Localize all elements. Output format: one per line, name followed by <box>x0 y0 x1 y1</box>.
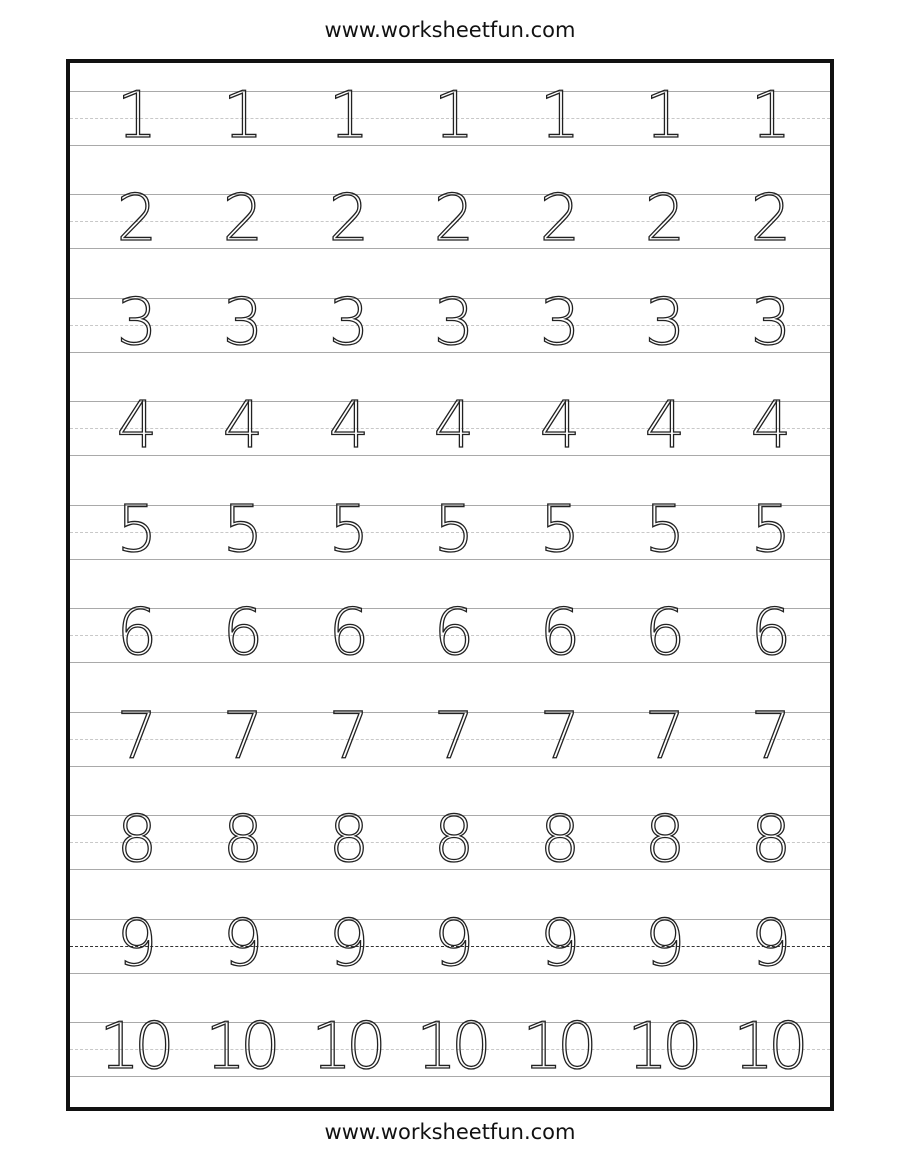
trace-digit: 7 <box>222 700 258 774</box>
trace-digit: 6 <box>433 596 469 670</box>
trace-digit: 3 <box>750 286 786 360</box>
tracing-row <box>70 389 830 463</box>
site-url-footer: www.worksheetfun.com <box>324 1120 576 1144</box>
tracing-row <box>70 596 830 670</box>
trace-digit: 1 <box>328 79 364 153</box>
tracing-row <box>70 907 830 981</box>
trace-digit: 1 <box>433 79 469 153</box>
trace-digit: 4 <box>328 389 364 463</box>
trace-digit: 6 <box>750 596 786 670</box>
trace-digit: 8 <box>328 803 364 877</box>
site-url-header: www.worksheetfun.com <box>324 18 576 42</box>
trace-digit: 2 <box>116 182 152 256</box>
trace-digit: 1 <box>222 79 258 153</box>
trace-digit: 2 <box>644 182 680 256</box>
trace-digit: 9 <box>222 907 258 981</box>
trace-digit: 4 <box>222 389 258 463</box>
trace-digit: 3 <box>433 286 469 360</box>
trace-digit: 8 <box>433 803 469 877</box>
trace-digit: 10 <box>99 1010 169 1084</box>
trace-digit: 8 <box>644 803 680 877</box>
trace-digit: 1 <box>750 79 786 153</box>
trace-digit: 1 <box>539 79 575 153</box>
trace-digit: 6 <box>644 596 680 670</box>
trace-digit: 3 <box>328 286 364 360</box>
trace-digit: 2 <box>539 182 575 256</box>
trace-digit: 9 <box>750 907 786 981</box>
trace-digit: 8 <box>222 803 258 877</box>
trace-digit: 7 <box>750 700 786 774</box>
trace-digit: 3 <box>222 286 258 360</box>
trace-digit: 5 <box>750 493 786 567</box>
trace-digit: 4 <box>644 389 680 463</box>
trace-digit: 6 <box>116 596 152 670</box>
trace-digit: 7 <box>644 700 680 774</box>
trace-digit: 6 <box>222 596 258 670</box>
trace-digit: 6 <box>328 596 364 670</box>
trace-digit: 6 <box>539 596 575 670</box>
trace-digit: 1 <box>116 79 152 153</box>
trace-digit: 2 <box>328 182 364 256</box>
trace-digit: 4 <box>750 389 786 463</box>
trace-digit: 10 <box>522 1010 592 1084</box>
tracing-row <box>70 286 830 360</box>
trace-digit: 3 <box>539 286 575 360</box>
trace-digit: 5 <box>644 493 680 567</box>
trace-digit: 5 <box>433 493 469 567</box>
trace-digit: 10 <box>627 1010 697 1084</box>
trace-digit: 10 <box>733 1010 803 1084</box>
trace-digit: 8 <box>539 803 575 877</box>
trace-digit: 1 <box>644 79 680 153</box>
trace-digit: 2 <box>222 182 258 256</box>
trace-digit: 9 <box>433 907 469 981</box>
trace-digit: 3 <box>644 286 680 360</box>
tracing-row <box>70 79 830 153</box>
trace-digit: 7 <box>116 700 152 774</box>
tracing-row <box>70 803 830 877</box>
tracing-row <box>70 1010 830 1084</box>
trace-digit: 2 <box>433 182 469 256</box>
trace-digit: 5 <box>222 493 258 567</box>
tracing-row <box>70 700 830 774</box>
trace-digit: 3 <box>116 286 152 360</box>
trace-digit: 4 <box>433 389 469 463</box>
trace-digit: 9 <box>328 907 364 981</box>
trace-digit: 10 <box>311 1010 381 1084</box>
trace-digit: 9 <box>116 907 152 981</box>
tracing-worksheet <box>66 59 834 1111</box>
trace-digit: 5 <box>539 493 575 567</box>
trace-digit: 9 <box>644 907 680 981</box>
trace-digit: 8 <box>750 803 786 877</box>
trace-digit: 10 <box>205 1010 275 1084</box>
trace-digit: 8 <box>116 803 152 877</box>
trace-digit: 5 <box>116 493 152 567</box>
trace-digit: 10 <box>416 1010 486 1084</box>
tracing-row <box>70 182 830 256</box>
trace-digit: 7 <box>328 700 364 774</box>
trace-digit: 2 <box>750 182 786 256</box>
tracing-row <box>70 493 830 567</box>
trace-digit: 5 <box>328 493 364 567</box>
trace-digit: 4 <box>539 389 575 463</box>
tracing-rows <box>70 63 830 1107</box>
trace-digit: 7 <box>433 700 469 774</box>
trace-digit: 7 <box>539 700 575 774</box>
trace-digit: 9 <box>539 907 575 981</box>
trace-digit: 4 <box>116 389 152 463</box>
